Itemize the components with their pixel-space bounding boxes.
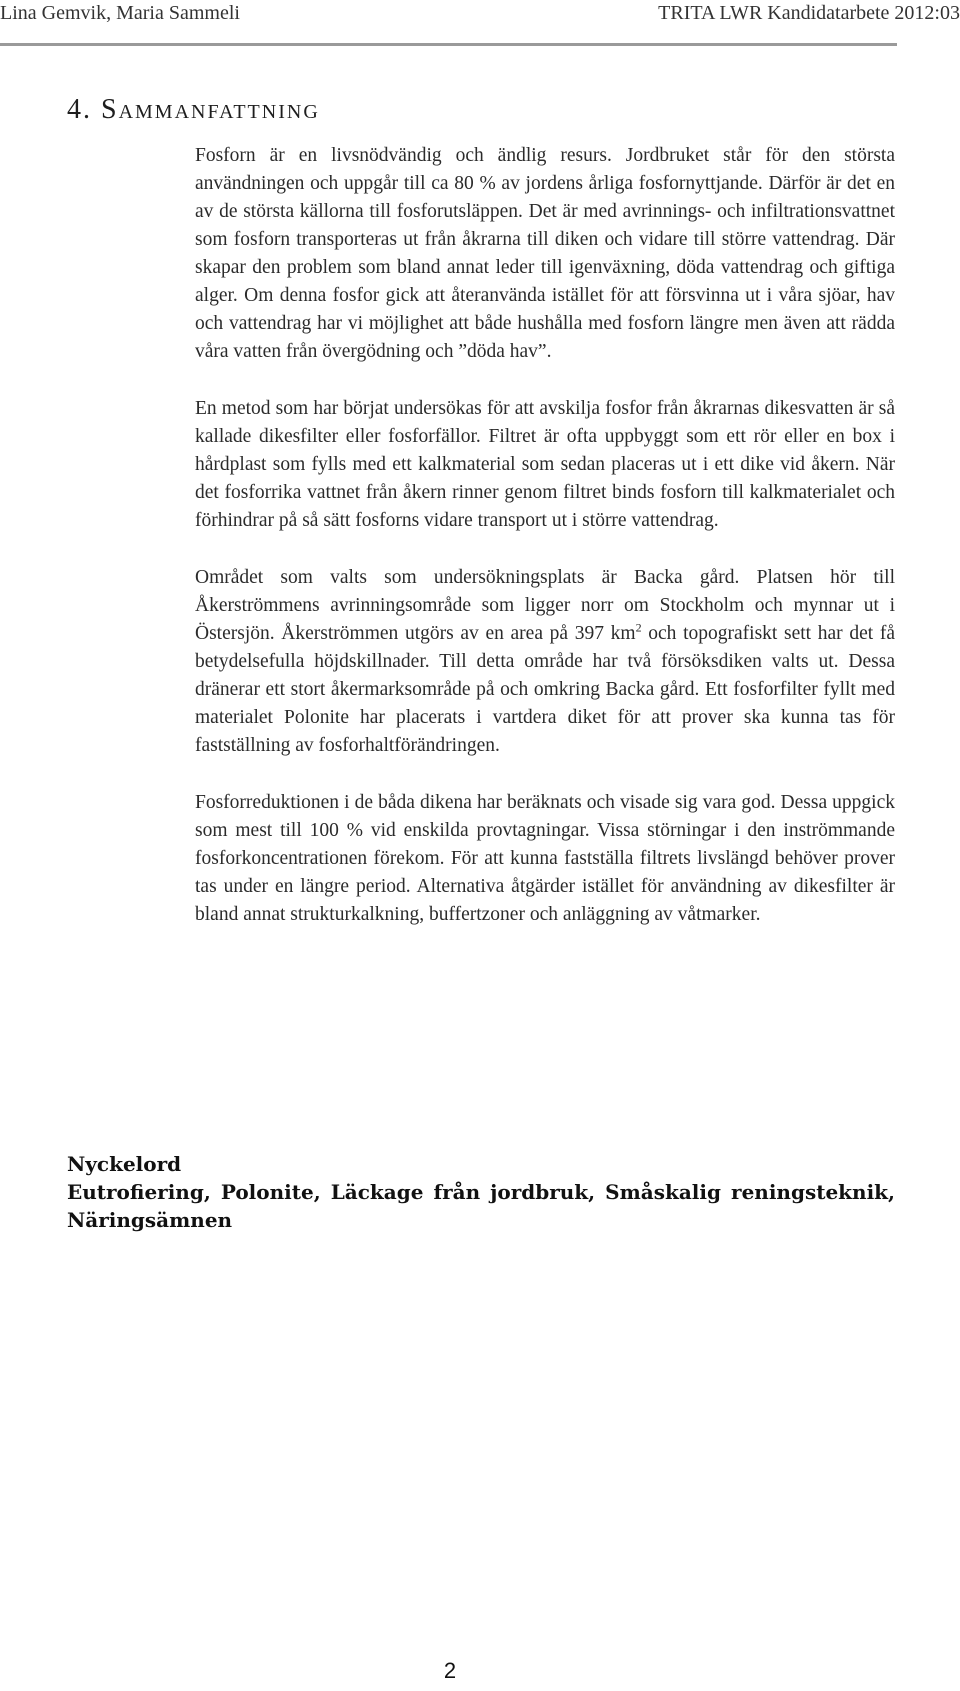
header-authors: Lina Gemvik, Maria Sammeli xyxy=(0,2,240,24)
superscript-two: 2 xyxy=(635,620,642,635)
paragraph-3-text-start: Området som valts som undersökningsplats är Backa gård. Platsen hör till Åkerströmmens avrinningsområde som ligger norr om Stockholm och mynnar ut i Östersjön. Åkerströmmen utgörs av en area på 397 km xyxy=(195,567,895,644)
summary-paragraph-3 xyxy=(195,564,895,760)
keywords-block xyxy=(67,1150,895,1234)
summary-paragraph-1: Fosforn är en livsnödvändig och ändlig resurs. Jordbruket står för den största användningen och uppgår till ca 80 % av jordens årliga fosfornyttjande. Därför är det en av de största källorna till fosforutsläppen. Det är med avrinnings- och infiltrationsvattnet som fosforn transporteras ut från åkrarna till diken och vidare till större vattendrag. Där skapar den problem som bland annat leder till igenväxning, döda vattendrag och giftiga alger. Om denna fosfor gick att återanvända istället för att försvinna ut i våra sjöar, hav och vattendrag har vi möjlighet att både hushålla med fosforn längre men även att rädda våra vatten från övergödning och ”döda hav”. xyxy=(195,145,895,362)
section-title: 4. Sammanfattning xyxy=(67,94,320,125)
keywords-list: Eutrofiering, Polonite, Läckage från jordbruk, Småskalig reningsteknik, Näringsämnen xyxy=(67,1180,895,1232)
paragraph-3-text-end: och topografiskt sett har det få betydelsefulla höjdskillnader. Till detta område har två försöksdiken valts ut. Dessa dränerar ett stort åkermarksområde på och omkring Backa gård. Ett fosforfilter fyllt med materialet Polonite har placerats i vartdera diket för att prover ska kunna tas för fastställning av fosforhaltförändringen. xyxy=(195,623,895,756)
header-series: TRITA LWR Kandidatarbete 2012:03 xyxy=(658,2,960,24)
page-number: 2 xyxy=(443,1658,457,1683)
header-divider xyxy=(0,43,897,46)
keywords-heading: Nyckelord xyxy=(67,1152,182,1176)
summary-body xyxy=(195,142,895,958)
summary-paragraph-4: Fosforreduktionen i de båda dikena har beräknats och visade sig vara god. Dessa uppgick som mest till 100 % vid enskilda provtagningar. Vissa störningar i den inströmmande fosforkoncentrationen förekom. För att kunna fastställa filtrets livslängd behöver prover tas under en längre period. Alternativa åtgärder istället för användning av dikesfilter är bland annat strukturkalkning, buffertzoner och anläggning av våtmarker. xyxy=(195,792,895,925)
running-header xyxy=(0,0,960,40)
summary-paragraph-2: En metod som har börjat undersökas för att avskilja fosfor från åkrarnas dikesvatten är så kallade dikesfilter eller fosforfällor. Filtret är ofta uppbyggt som ett rör eller en box i hårdplast som fylls med ett kalkmaterial som sedan placeras ut i ett dike vid åkern. När det fosforrika vattnet från åkern rinner genom filtret binds fosforn till kalkmaterialet och förhindrar på så sätt fosforns vidare transport ut i större vattendrag. xyxy=(195,398,895,531)
